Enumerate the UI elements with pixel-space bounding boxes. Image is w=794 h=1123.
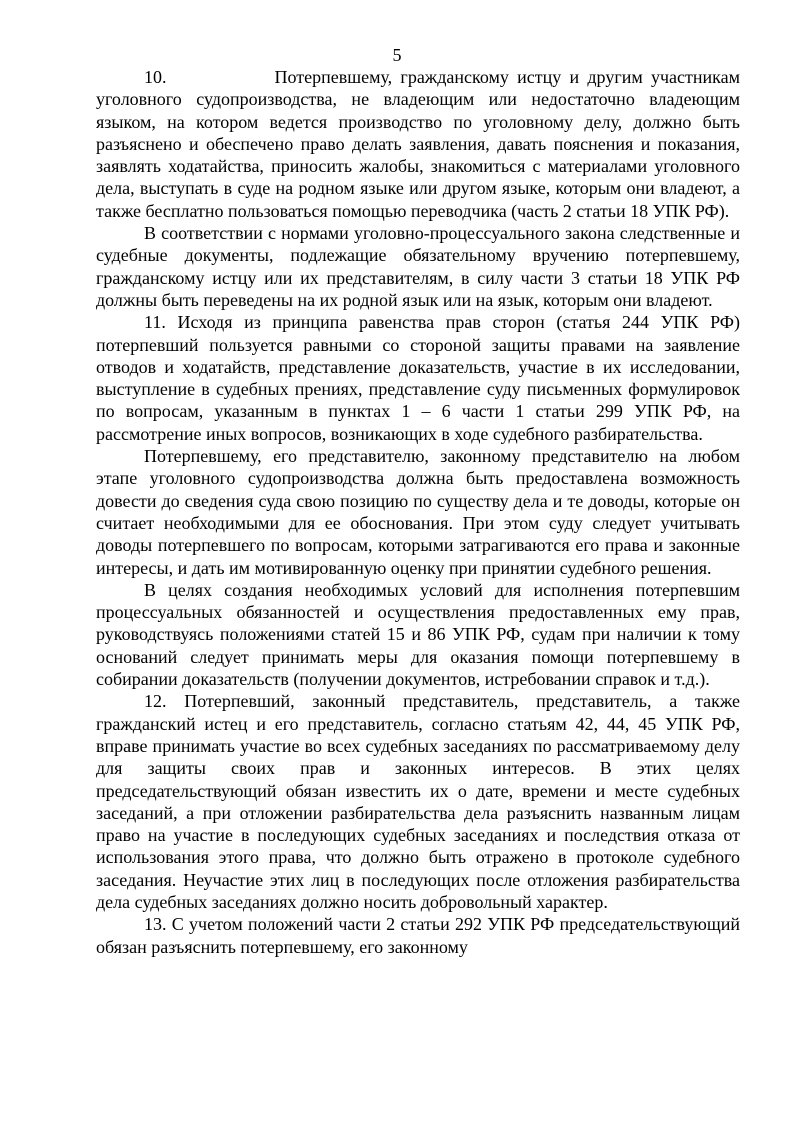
paragraph-10-continuation (96, 222, 740, 311)
document-body (96, 66, 740, 958)
paragraph-number: 10. (144, 67, 167, 87)
paragraph-text: Исходя из принципа равенства прав сторон (статья 244 УПК РФ) потерпевший пользуется равными со стороной защиты правами на заявление отводов и ходатайств, представление доказательств, участие в их исследовании, выступление в судебных прениях, представление суду письменных формулировок по вопросам, указанным в пунктах 1 – 6 части 1 статьи 299 УПК РФ, на рассмотрение иных вопросов, возникающих в ходе судебного разбирательства. (96, 312, 740, 444)
paragraph-10 (96, 66, 740, 222)
paragraph-11 (96, 311, 740, 445)
paragraph-number: 11. (144, 312, 166, 333)
paragraph-text: Потерпевший, законный представитель, представитель, а также гражданский истец и его представитель, согласно статьям 42, 44, 45 УПК РФ, вправе принимать участие во всех судебных заседаниях по рассматриваемому делу для защиты своих прав и законных интересов. В этих целях председательствующий обязан известить их о дате, времени и месте судебных заседаний, а при отложении разбирательства дела разъяснить названным лицам право на участие в последующих судебных заседаниях и последствия отказа от использования этого права, что должно быть отражено в протоколе судебного заседания. Неучастие этих лиц в последующих после отложения разбирательства дела судебных заседаниях должно носить добровольный характер. (96, 691, 741, 912)
page-number: 5 (392, 45, 402, 65)
paragraph-text: Потерпевшему, его представителю, законному представителю на любом этапе уголовного судопроизводства должна быть предоставлена возможность довести до сведения суда свою позицию по существу дела и те доводы, которые он считает необходимыми для ее обоснования. При этом суду следует учитывать доводы потерпевшего по вопросам, которыми затрагиваются его права и законные интересы, и дать им мотивированную оценку при принятии судебного решения. (96, 446, 740, 578)
paragraph-11-continuation-1 (96, 445, 740, 579)
paragraph-text: С учетом положений части 2 статьи 292 УПК РФ председательствующий обязан разъяснить потерпевшему, его законному (96, 914, 741, 957)
paragraph-12 (96, 690, 740, 913)
paragraph-text: В целях создания необходимых условий для исполнения потерпевшим процессуальных обязанностей и осуществления предоставленных ему прав, руководствуясь положениями статей 15 и 86 УПК РФ, судам при наличии к тому оснований следует принимать меры для оказания помощи потерпевшему в собирании доказательств (получении документов, истребовании справок и т.д.). (96, 579, 740, 690)
paragraph-number: 13. (144, 914, 167, 935)
paragraph-number: 12. (144, 691, 167, 712)
paragraph-text: В соответствии с нормами уголовно-процессуального закона следственные и судебные документы, подлежащие обязательному вручению потерпевшему, гражданскому истцу или их представителям, в силу части 3 статьи 18 УПК РФ должны быть переведены на их родной язык или на язык, которым они владеют. (96, 223, 740, 310)
paragraph-11-continuation-2 (96, 579, 740, 690)
paragraph-13 (96, 913, 740, 958)
paragraph-text: Потерпевшему, гражданскому истцу и другим участникам уголовного судопроизводства, не владеющим или недостаточно владеющим языком, на котором ведется производство по уголовному делу, должно быть разъяснено и обеспечено право делать заявления, давать пояснения и показания, заявлять ходатайства, приносить жалобы, знакомиться с материалами уголовного дела, выступать в суде на родном языке или другом языке, которым они владеют, а также бесплатно пользоваться помощью переводчика (часть 2 статьи 18 УПК РФ). (96, 67, 740, 221)
